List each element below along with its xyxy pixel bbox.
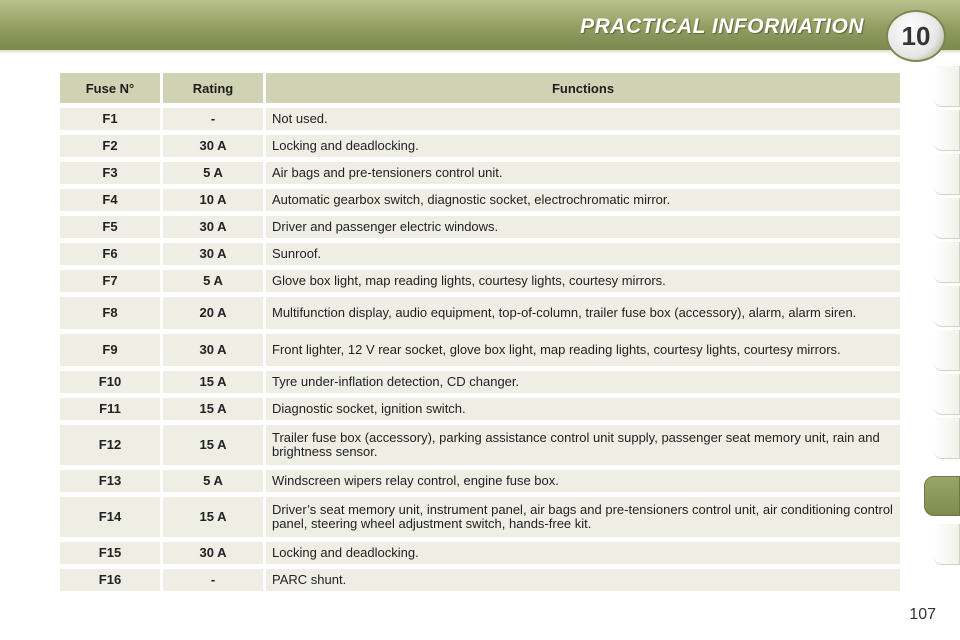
table-row [60,334,900,366]
rating-cell: - [163,108,263,130]
table-header-row [60,73,900,103]
function-cell: Locking and deadlocking. [266,135,900,157]
function-cell: Sunroof. [266,243,900,265]
table-row [60,497,900,537]
rating-cell: 30 A [163,542,263,564]
rating-cell: 15 A [163,371,263,393]
table-row [60,270,900,292]
rating-cell: 5 A [163,470,263,492]
chapter-tab[interactable] [933,286,960,327]
table-row [60,189,900,211]
fuse-number-cell: F16 [60,569,160,591]
table-row [60,162,900,184]
fuse-number-cell: F12 [60,425,160,465]
rating-cell: 20 A [163,297,263,329]
fuse-number-cell: F13 [60,470,160,492]
table-row [60,398,900,420]
chapter-tab[interactable] [933,66,960,107]
function-cell: Tyre under-inflation detection, CD changer. [266,371,900,393]
fuse-number-cell: F6 [60,243,160,265]
fuse-number-cell: F9 [60,334,160,366]
rating-cell: 30 A [163,135,263,157]
header-functions: Functions [266,73,900,103]
rating-cell: 15 A [163,425,263,465]
rating-cell: 5 A [163,270,263,292]
fuse-number-cell: F14 [60,497,160,537]
chapter-tab[interactable] [933,524,960,565]
fuse-number-cell: F2 [60,135,160,157]
function-cell: Driver’s seat memory unit, instrument panel, air bags and pre-tensioners control unit, air conditioning control panel, steering wheel adjustment switch, hands-free kit. [266,497,900,537]
fuse-number-cell: F5 [60,216,160,238]
rating-cell: 30 A [163,216,263,238]
fuse-number-cell: F15 [60,542,160,564]
table-row [60,569,900,591]
chapter-tab[interactable] [933,374,960,415]
function-cell: Diagnostic socket, ignition switch. [266,398,900,420]
function-cell: Trailer fuse box (accessory), parking assistance control unit supply, passenger seat memory unit, rain and brightness sensor. [266,425,900,465]
page-title: PRACTICAL INFORMATION [580,15,864,38]
fuse-table [57,68,903,596]
rating-cell: 30 A [163,243,263,265]
fuse-number-cell: F11 [60,398,160,420]
table-row [60,371,900,393]
chapter-tab[interactable] [933,242,960,283]
function-cell: Driver and passenger electric windows. [266,216,900,238]
chapter-badge: 10 [886,10,946,62]
page-number: 107 [909,606,936,623]
function-cell: Not used. [266,108,900,130]
table-row [60,425,900,465]
table-row [60,243,900,265]
fuse-number-cell: F3 [60,162,160,184]
header-rating: Rating [163,73,263,103]
function-cell: Air bags and pre-tensioners control unit. [266,162,900,184]
chapter-tab[interactable] [933,154,960,195]
function-cell: Locking and deadlocking. [266,542,900,564]
table-row [60,470,900,492]
rating-cell: 5 A [163,162,263,184]
table-row [60,542,900,564]
chapter-tab[interactable] [933,418,960,459]
table-row [60,108,900,130]
fuse-number-cell: F7 [60,270,160,292]
rating-cell: 15 A [163,398,263,420]
header-fuse-number: Fuse N° [60,73,160,103]
fuse-number-cell: F4 [60,189,160,211]
chapter-tab[interactable] [933,330,960,371]
function-cell: Multifunction display, audio equipment, top-of-column, trailer fuse box (accessory), alarm, alarm siren. [266,297,900,329]
function-cell: PARC shunt. [266,569,900,591]
rating-cell: 10 A [163,189,263,211]
table-row [60,297,900,329]
function-cell: Glove box light, map reading lights, courtesy lights, courtesy mirrors. [266,270,900,292]
fuse-number-cell: F10 [60,371,160,393]
rating-cell: - [163,569,263,591]
table-row [60,135,900,157]
chapter-tab[interactable] [933,110,960,151]
chapter-tab-active[interactable] [924,476,960,516]
table-row [60,216,900,238]
fuse-rows [60,108,900,591]
chapter-tabs [930,66,960,574]
function-cell: Windscreen wipers relay control, engine fuse box. [266,470,900,492]
fuse-number-cell: F1 [60,108,160,130]
chapter-tab[interactable] [933,198,960,239]
fuse-number-cell: F8 [60,297,160,329]
rating-cell: 15 A [163,497,263,537]
function-cell: Automatic gearbox switch, diagnostic socket, electrochromatic mirror. [266,189,900,211]
rating-cell: 30 A [163,334,263,366]
function-cell: Front lighter, 12 V rear socket, glove box light, map reading lights, courtesy lights, courtesy mirrors. [266,334,900,366]
